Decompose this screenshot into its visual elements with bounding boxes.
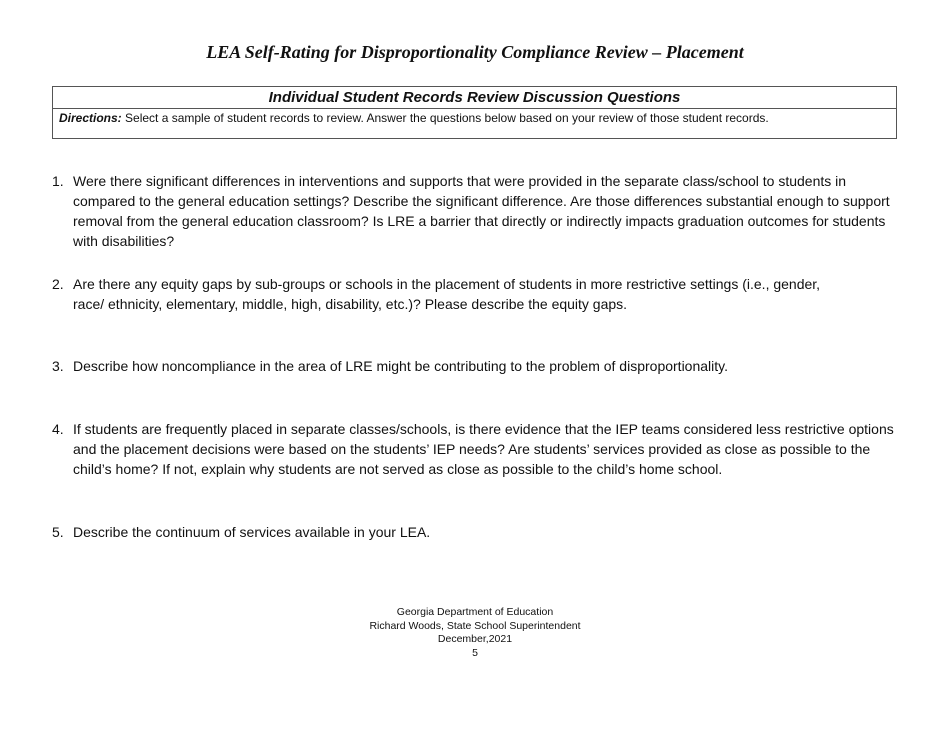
- box-heading: Individual Student Records Review Discussion Questions: [53, 87, 896, 109]
- directions: [53, 109, 896, 127]
- question-text: Were there significant differences in interventions and supports that were provided in the separate class/school to students in compared to the general education settings? Describe the significant difference. Are those differences substantial enough to support removal from the general education classroom? Is LRE a barrier that directly or indirectly impacts graduation outcomes for students with disabilities?: [73, 173, 890, 249]
- directions-text: Select a sample of student records to review. Answer the questions below based on your review of those student records.: [121, 111, 769, 125]
- question-5: [52, 522, 897, 542]
- question-number: 1.: [52, 173, 64, 189]
- question-text: Describe how noncompliance in the area of LRE might be contributing to the problem of disproportionality.: [73, 358, 728, 374]
- question-text: Are there any equity gaps by sub-groups or schools in the placement of students in more restrictive settings (i.e., gender, race/ ethnicity, elementary, middle, high, disability, etc.)? Please describe the equity gaps.: [73, 276, 821, 312]
- question-3: [52, 356, 897, 376]
- document-title: LEA Self-Rating for Disproportionality Compliance Review – Placement: [206, 42, 744, 62]
- question-text: Describe the continuum of services available in your LEA.: [73, 524, 431, 540]
- question-2: [52, 274, 897, 314]
- footer-org: Georgia Department of Education: [396, 606, 554, 618]
- question-number: 4.: [52, 421, 64, 437]
- footer-superintendent: Richard Woods, State School Superintendent: [369, 619, 581, 632]
- page-number: 5: [472, 646, 478, 659]
- question-1: [52, 171, 897, 251]
- records-review-box: [52, 86, 897, 139]
- question-4: [52, 419, 897, 479]
- footer-date: December,2021: [437, 633, 513, 645]
- question-number: 3.: [52, 358, 64, 374]
- question-number: 2.: [52, 276, 64, 292]
- directions-label: Directions:: [59, 111, 122, 125]
- question-text: If students are frequently placed in separate classes/schools, is there evidence that the IEP teams considered less restrictive options and the placement decisions were based on the students’ IEP needs? Are students’ services provided as close as possible to the child’s home? If not, explain why students are not served as close as possible to the child’s home school.: [73, 421, 894, 477]
- page-footer: [0, 606, 950, 660]
- question-number: 5.: [52, 524, 64, 540]
